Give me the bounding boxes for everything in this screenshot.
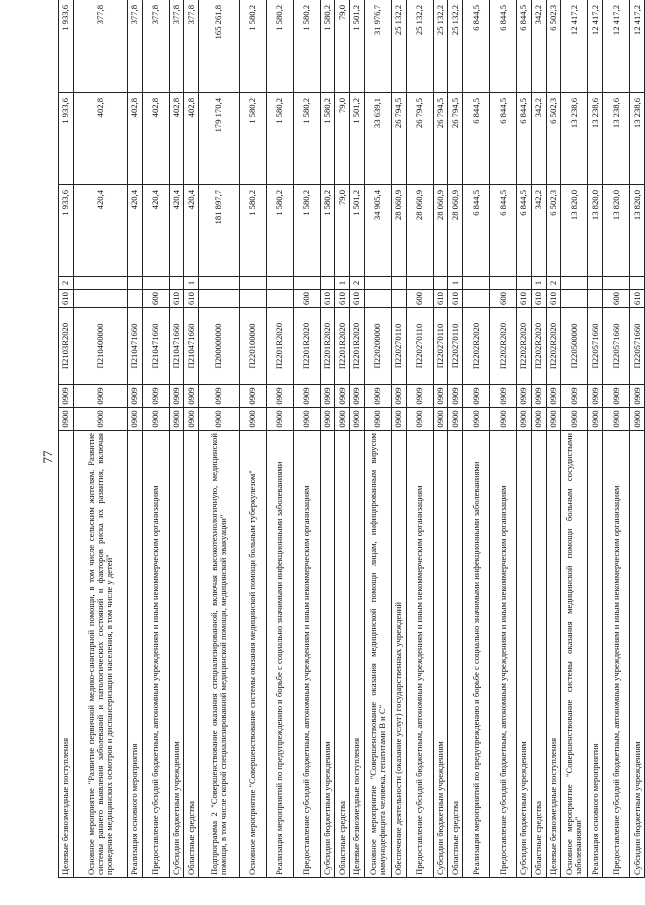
- table-row: [433, 0, 448, 878]
- cell-ved: 0900: [531, 408, 546, 431]
- cell-cs: П2202R2020: [463, 308, 490, 385]
- cell-cs: П220270110: [448, 308, 463, 385]
- rotated-table-area: [58, 0, 645, 878]
- cell-cs: П220270110: [406, 308, 433, 385]
- row-name: Предоставление субсидий бюджетным, автономным учреждениям и иным некоммерческим организациям: [142, 431, 169, 878]
- cell-ved: 0900: [266, 408, 293, 431]
- cell-value-3: 1 580,2: [239, 0, 266, 93]
- cell-value-1: 1 580,2: [266, 185, 293, 277]
- cell-value-3: 25 132,2: [448, 0, 463, 93]
- cell-value-3: 12 417,2: [630, 0, 645, 93]
- cell-value-1: 13 820,0: [561, 185, 588, 277]
- cell-value-3: 377,8: [127, 0, 142, 93]
- cell-value-1: 420,4: [184, 185, 199, 277]
- cell-value-2: 1 501,2: [350, 93, 365, 185]
- cell-rz: 0909: [266, 385, 293, 408]
- cell-ist: [142, 277, 169, 290]
- cell-vr: 610: [630, 290, 645, 308]
- cell-cs: П220500000: [561, 308, 588, 385]
- cell-ved: 0900: [169, 408, 184, 431]
- cell-ist: [490, 277, 517, 290]
- cell-vr: 610: [59, 290, 74, 308]
- cell-ist: [73, 277, 127, 290]
- row-name: Основное мероприятие "Совершенствование системы оказания медицинской помощи больным сосудистыми заболеваниями": [561, 431, 588, 878]
- cell-vr: [73, 290, 127, 308]
- cell-value-1: 28 060,9: [433, 185, 448, 277]
- table-row: [199, 0, 240, 878]
- cell-ist: 1: [335, 277, 350, 290]
- cell-value-2: 79,0: [335, 93, 350, 185]
- cell-value-2: 13 238,6: [603, 93, 630, 185]
- cell-ist: [406, 277, 433, 290]
- table-row: [364, 0, 391, 878]
- table-row: [517, 0, 532, 878]
- cell-ist: 1: [184, 277, 199, 290]
- cell-cs: П210400000: [73, 308, 127, 385]
- row-name: Субсидии бюджетным учреждениям: [517, 431, 532, 878]
- row-name: Основное мероприятие "Совершенствование системы оказания медицинской помощи больным туберкулезом": [239, 431, 266, 878]
- cell-vr: 610: [350, 290, 365, 308]
- cell-value-1: 28 060,9: [448, 185, 463, 277]
- cell-cs: П220571660: [588, 308, 603, 385]
- row-name: Основное мероприятие "Совершенствование оказания медицинской помощи лицам, инфицированным вирусом иммунодефицита человека, гепатитами В и С": [364, 431, 391, 878]
- cell-ved: 0900: [433, 408, 448, 431]
- cell-value-3: 12 417,2: [561, 0, 588, 93]
- cell-value-1: 420,4: [169, 185, 184, 277]
- cell-cs: П2202R2020: [490, 308, 517, 385]
- cell-vr: [266, 290, 293, 308]
- table-row: [490, 0, 517, 878]
- row-name: Субсидии бюджетным учреждениям: [320, 431, 335, 878]
- cell-ved: 0900: [561, 408, 588, 431]
- cell-value-2: 26 794,5: [448, 93, 463, 185]
- cell-rz: 0909: [531, 385, 546, 408]
- cell-vr: 610: [320, 290, 335, 308]
- cell-value-3: 377,8: [73, 0, 127, 93]
- cell-ved: 0900: [588, 408, 603, 431]
- cell-ved: 0900: [320, 408, 335, 431]
- cell-value-1: 1 580,2: [320, 185, 335, 277]
- row-name: Реализация мероприятий по предупреждению и борьбе с социально значимыми инфекционными заболеваниями: [463, 431, 490, 878]
- table-row: [603, 0, 630, 878]
- cell-ved: 0900: [73, 408, 127, 431]
- cell-vr: 600: [490, 290, 517, 308]
- cell-cs: П220571660: [603, 308, 630, 385]
- cell-value-2: 402,8: [184, 93, 199, 185]
- cell-cs: П220571660: [630, 308, 645, 385]
- cell-value-1: 420,4: [73, 185, 127, 277]
- cell-value-2: 33 639,1: [364, 93, 391, 185]
- cell-cs: П2103R2020: [59, 308, 74, 385]
- table-row: [169, 0, 184, 878]
- cell-vr: 610: [448, 290, 463, 308]
- cell-value-2: 1 580,2: [266, 93, 293, 185]
- cell-value-1: 1 501,2: [350, 185, 365, 277]
- row-name: Предоставление субсидий бюджетным, автономным учреждениям и иным некоммерческим организациям: [406, 431, 433, 878]
- cell-vr: 600: [603, 290, 630, 308]
- cell-vr: 610: [169, 290, 184, 308]
- cell-rz: 0909: [463, 385, 490, 408]
- cell-value-2: 402,8: [73, 93, 127, 185]
- cell-value-1: 1 933,6: [59, 185, 74, 277]
- cell-value-1: 342,2: [531, 185, 546, 277]
- cell-value-3: 6 844,5: [517, 0, 532, 93]
- table-row: [588, 0, 603, 878]
- cell-value-3: 31 976,7: [364, 0, 391, 93]
- cell-value-3: 79,0: [335, 0, 350, 93]
- cell-rz: 0909: [490, 385, 517, 408]
- cell-value-3: 342,2: [531, 0, 546, 93]
- cell-cs: П2201R2020: [293, 308, 320, 385]
- row-name: Подпрограмма 2 "Совершенствование оказания специализированной, включая высокотехнологичную, медицинской помощи, в том числе скорой специализированной медицинской помощи, медицинской эвакуации": [199, 431, 240, 878]
- table-row: [184, 0, 199, 878]
- cell-value-2: 1 580,2: [320, 93, 335, 185]
- cell-ved: 0900: [142, 408, 169, 431]
- table-row: [561, 0, 588, 878]
- cell-value-2: 26 794,5: [391, 93, 406, 185]
- cell-ist: 1: [448, 277, 463, 290]
- cell-rz: 0909: [448, 385, 463, 408]
- cell-vr: [463, 290, 490, 308]
- cell-ved: 0900: [517, 408, 532, 431]
- cell-value-1: 6 844,5: [490, 185, 517, 277]
- row-name: Предоставление субсидий бюджетным, автономным учреждениям и иным некоммерческим организациям: [490, 431, 517, 878]
- cell-value-2: 6 844,5: [463, 93, 490, 185]
- row-name: Субсидии бюджетным учреждениям: [433, 431, 448, 878]
- row-name: Предоставление субсидий бюджетным, автономным учреждениям и иным некоммерческим организациям: [293, 431, 320, 878]
- cell-value-2: 13 238,6: [630, 93, 645, 185]
- row-name: Субсидии бюджетным учреждениям: [630, 431, 645, 878]
- table-row: [59, 0, 74, 878]
- cell-vr: 610: [546, 290, 561, 308]
- row-name: Областные средства: [335, 431, 350, 878]
- cell-ved: 0900: [59, 408, 74, 431]
- cell-ved: 0900: [406, 408, 433, 431]
- cell-ist: [239, 277, 266, 290]
- cell-cs: П220100000: [239, 308, 266, 385]
- row-name: Субсидии бюджетным учреждениям: [169, 431, 184, 878]
- cell-rz: 0909: [239, 385, 266, 408]
- cell-vr: 600: [293, 290, 320, 308]
- cell-value-2: 1 933,6: [59, 93, 74, 185]
- cell-value-2: 402,8: [142, 93, 169, 185]
- cell-ved: 0900: [184, 408, 199, 431]
- table-row: [630, 0, 645, 878]
- cell-rz: 0909: [320, 385, 335, 408]
- cell-ved: 0900: [463, 408, 490, 431]
- cell-value-3: 6 502,3: [546, 0, 561, 93]
- table-row: [73, 0, 127, 878]
- cell-rz: 0909: [335, 385, 350, 408]
- cell-value-3: 165 261,8: [199, 0, 240, 93]
- cell-ist: [293, 277, 320, 290]
- cell-cs: П2201R2020: [350, 308, 365, 385]
- cell-cs: П2202R2020: [517, 308, 532, 385]
- cell-value-1: 28 060,9: [406, 185, 433, 277]
- table-row: [406, 0, 433, 878]
- cell-vr: [561, 290, 588, 308]
- cell-value-1: 6 844,5: [463, 185, 490, 277]
- cell-value-3: 1 580,2: [293, 0, 320, 93]
- table-row: [335, 0, 350, 878]
- cell-cs: П210471660: [142, 308, 169, 385]
- table-row: [448, 0, 463, 878]
- cell-rz: 0909: [391, 385, 406, 408]
- cell-cs: П210471660: [169, 308, 184, 385]
- row-name: Предоставление субсидий бюджетным, автономным учреждениям и иным некоммерческим организациям: [603, 431, 630, 878]
- cell-ved: 0900: [127, 408, 142, 431]
- cell-value-2: 402,8: [127, 93, 142, 185]
- cell-ved: 0900: [293, 408, 320, 431]
- cell-rz: 0909: [199, 385, 240, 408]
- table-row: [127, 0, 142, 878]
- cell-ist: 2: [350, 277, 365, 290]
- cell-ved: 0900: [335, 408, 350, 431]
- row-name: Целевые безвозмездные поступления: [350, 431, 365, 878]
- cell-rz: 0909: [603, 385, 630, 408]
- cell-ist: [517, 277, 532, 290]
- row-name: Целевые безвозмездные поступления: [59, 431, 74, 878]
- cell-vr: 610: [433, 290, 448, 308]
- cell-value-3: 377,8: [184, 0, 199, 93]
- cell-vr: [199, 290, 240, 308]
- cell-rz: 0909: [169, 385, 184, 408]
- cell-cs: П210471660: [184, 308, 199, 385]
- cell-vr: [239, 290, 266, 308]
- cell-ist: [266, 277, 293, 290]
- cell-vr: 610: [184, 290, 199, 308]
- cell-ist: [630, 277, 645, 290]
- cell-vr: 600: [142, 290, 169, 308]
- cell-rz: 0909: [184, 385, 199, 408]
- cell-value-3: 25 132,2: [433, 0, 448, 93]
- cell-value-3: 12 417,2: [603, 0, 630, 93]
- cell-ist: [127, 277, 142, 290]
- cell-rz: 0909: [73, 385, 127, 408]
- cell-value-2: 26 794,5: [406, 93, 433, 185]
- cell-rz: 0909: [142, 385, 169, 408]
- row-name: Целевые безвозмездные поступления: [546, 431, 561, 878]
- cell-value-3: 1 580,2: [320, 0, 335, 93]
- cell-cs: П2201R2020: [320, 308, 335, 385]
- row-name: Реализация основного мероприятия: [588, 431, 603, 878]
- cell-value-3: 6 844,5: [463, 0, 490, 93]
- cell-value-1: 181 897,7: [199, 185, 240, 277]
- cell-rz: 0909: [517, 385, 532, 408]
- cell-value-1: 13 820,0: [603, 185, 630, 277]
- cell-value-1: 1 580,2: [293, 185, 320, 277]
- cell-value-2: 402,8: [169, 93, 184, 185]
- cell-value-1: 1 580,2: [239, 185, 266, 277]
- cell-ist: [603, 277, 630, 290]
- cell-value-2: 342,2: [531, 93, 546, 185]
- row-name: Реализация мероприятий по предупреждению и борьбе с социально значимыми инфекционными заболеваниями: [266, 431, 293, 878]
- cell-ved: 0900: [350, 408, 365, 431]
- cell-ved: 0900: [603, 408, 630, 431]
- cell-value-1: 79,0: [335, 185, 350, 277]
- cell-value-1: 13 820,0: [588, 185, 603, 277]
- cell-value-3: 377,8: [142, 0, 169, 93]
- cell-rz: 0909: [588, 385, 603, 408]
- cell-vr: 610: [335, 290, 350, 308]
- cell-ist: [561, 277, 588, 290]
- cell-value-1: 13 820,0: [630, 185, 645, 277]
- row-name: Областные средства: [531, 431, 546, 878]
- cell-ved: 0900: [448, 408, 463, 431]
- cell-cs: П200000000: [199, 308, 240, 385]
- cell-value-3: 1 501,2: [350, 0, 365, 93]
- cell-value-3: 25 132,2: [391, 0, 406, 93]
- cell-rz: 0909: [127, 385, 142, 408]
- row-name: Реализация основного мероприятия: [127, 431, 142, 878]
- table-row: [239, 0, 266, 878]
- cell-cs: П2202R2020: [531, 308, 546, 385]
- row-name: Обеспечение деятельности (оказание услуг) государственных учреждений: [391, 431, 406, 878]
- cell-cs: П2201R2020: [266, 308, 293, 385]
- cell-ist: [463, 277, 490, 290]
- cell-cs: П220270110: [433, 308, 448, 385]
- cell-ved: 0900: [364, 408, 391, 431]
- cell-rz: 0909: [546, 385, 561, 408]
- budget-table: [58, 0, 645, 878]
- cell-value-2: 13 238,6: [588, 93, 603, 185]
- cell-ist: [320, 277, 335, 290]
- cell-rz: 0909: [433, 385, 448, 408]
- page-number: 77: [40, 450, 55, 464]
- cell-value-1: 34 905,4: [364, 185, 391, 277]
- cell-ist: [588, 277, 603, 290]
- cell-cs: П2201R2020: [335, 308, 350, 385]
- cell-ved: 0900: [630, 408, 645, 431]
- cell-value-1: 28 060,9: [391, 185, 406, 277]
- table-row: [266, 0, 293, 878]
- table-row: [350, 0, 365, 878]
- cell-value-1: 420,4: [142, 185, 169, 277]
- table-row: [463, 0, 490, 878]
- cell-vr: 610: [517, 290, 532, 308]
- cell-rz: 0909: [630, 385, 645, 408]
- table-row: [546, 0, 561, 878]
- cell-ist: [391, 277, 406, 290]
- cell-rz: 0909: [561, 385, 588, 408]
- cell-value-3: 25 132,2: [406, 0, 433, 93]
- cell-vr: [391, 290, 406, 308]
- cell-value-3: 1 580,2: [266, 0, 293, 93]
- cell-value-3: 377,8: [169, 0, 184, 93]
- cell-rz: 0909: [350, 385, 365, 408]
- cell-value-1: 6 502,3: [546, 185, 561, 277]
- table-row: [293, 0, 320, 878]
- cell-vr: [364, 290, 391, 308]
- cell-value-3: 1 933,6: [59, 0, 74, 93]
- cell-ist: [169, 277, 184, 290]
- table-row: [531, 0, 546, 878]
- cell-vr: [127, 290, 142, 308]
- cell-value-2: 6 844,5: [490, 93, 517, 185]
- cell-ist: 2: [59, 277, 74, 290]
- cell-value-2: 6 502,3: [546, 93, 561, 185]
- cell-vr: 600: [406, 290, 433, 308]
- row-name: Областные средства: [184, 431, 199, 878]
- cell-ved: 0900: [199, 408, 240, 431]
- cell-value-3: 6 844,5: [490, 0, 517, 93]
- row-name: Областные средства: [448, 431, 463, 878]
- cell-value-2: 26 794,5: [433, 93, 448, 185]
- cell-ist: 1: [531, 277, 546, 290]
- cell-value-3: 12 417,2: [588, 0, 603, 93]
- cell-ist: [433, 277, 448, 290]
- cell-ved: 0900: [239, 408, 266, 431]
- cell-vr: 610: [531, 290, 546, 308]
- table-row: [142, 0, 169, 878]
- cell-cs: П220200000: [364, 308, 391, 385]
- cell-value-2: 13 238,6: [561, 93, 588, 185]
- cell-value-1: 420,4: [127, 185, 142, 277]
- cell-cs: П210471660: [127, 308, 142, 385]
- cell-rz: 0909: [59, 385, 74, 408]
- cell-value-2: 179 170,4: [199, 93, 240, 185]
- cell-cs: П2202R2020: [546, 308, 561, 385]
- cell-cs: П220270110: [391, 308, 406, 385]
- cell-ved: 0900: [490, 408, 517, 431]
- cell-vr: [588, 290, 603, 308]
- cell-value-1: 6 844,5: [517, 185, 532, 277]
- table-row: [391, 0, 406, 878]
- cell-value-2: 6 844,5: [517, 93, 532, 185]
- table-body: [59, 0, 645, 878]
- cell-ist: 2: [546, 277, 561, 290]
- cell-value-2: 1 580,2: [293, 93, 320, 185]
- cell-ist: [364, 277, 391, 290]
- cell-ist: [199, 277, 240, 290]
- cell-rz: 0909: [406, 385, 433, 408]
- table-row: [320, 0, 335, 878]
- cell-rz: 0909: [293, 385, 320, 408]
- row-name: Основное мероприятие "Развитие первичной медико-санитарной помощи, в том числе сельским жителям. Развитие системы раннего выявления заболеваний и патологических состояний и факторов риска их развития, включая проведение медицинских осмотров и диспансеризации населения, в том числе у детей": [73, 431, 127, 878]
- cell-ved: 0900: [546, 408, 561, 431]
- cell-value-2: 1 580,2: [239, 93, 266, 185]
- cell-rz: 0909: [364, 385, 391, 408]
- cell-ved: 0900: [391, 408, 406, 431]
